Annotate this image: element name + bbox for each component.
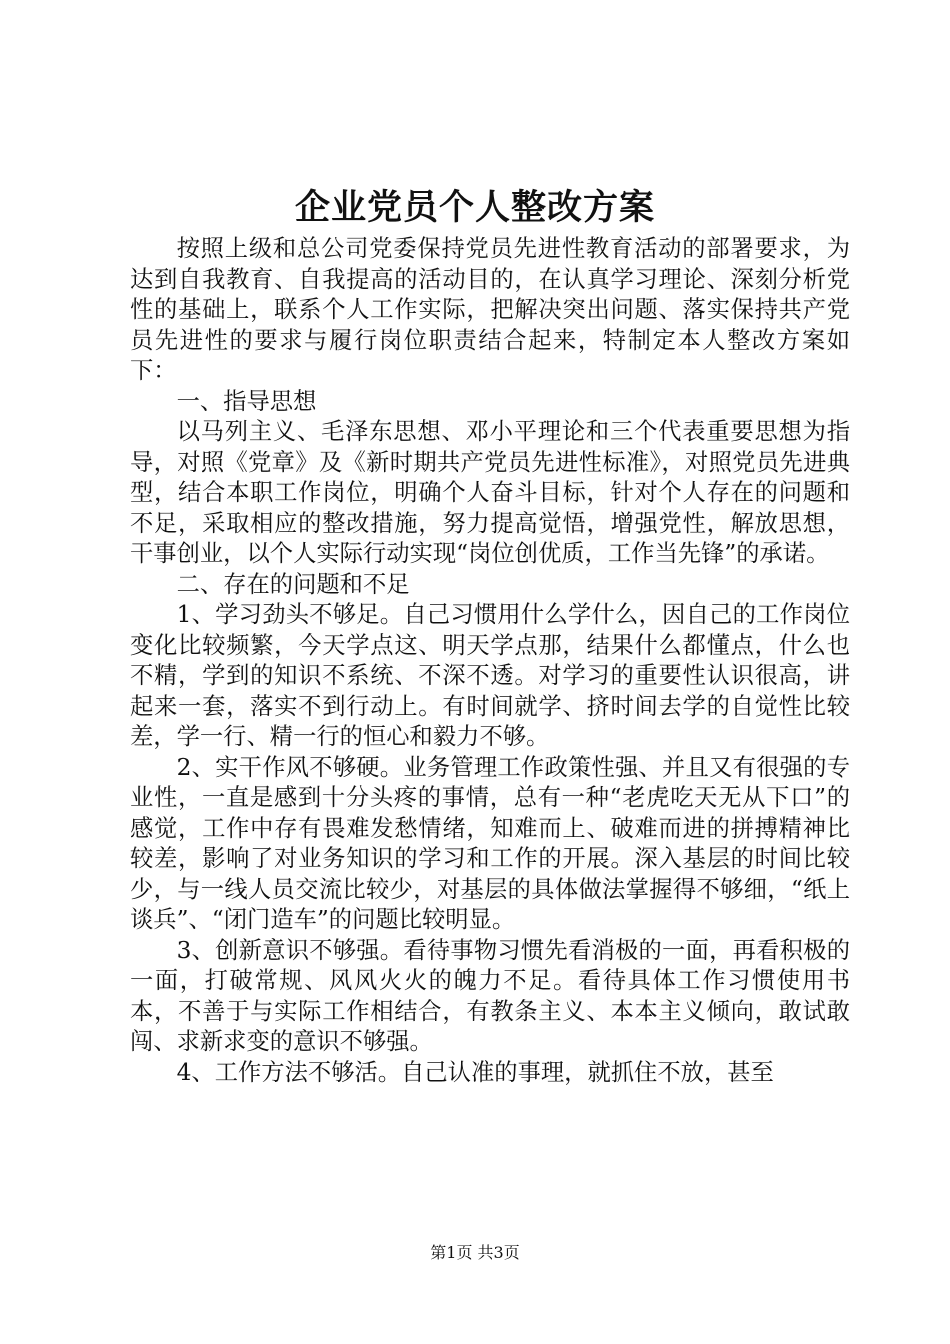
document-title: 企业党员个人整改方案	[294, 187, 655, 228]
document-body	[130, 234, 850, 1088]
page-footer: 第1页 共3页	[430, 1243, 520, 1262]
section-heading-guiding-thought: 一、指导思想	[176, 387, 317, 415]
guiding-thought-paragraph: 以马列主义、毛泽东思想、邓小平理论和三个代表重要思想为指导，对照《党章》及《新时期共产党员先进性标准》，对照党员先进典型，结合本职工作岗位，明确个人奋斗目标，针对个人存在的问题和不足，采取相应的整改措施，努力提高觉悟，增强党性，解放思想，干事创业，以个人实际行动实现“岗位创优质，工作当先锋”的承诺。	[130, 418, 850, 567]
intro-paragraph: 按照上级和总公司党委保持党员先进性教育活动的部署要求，为达到自我教育、自我提高的活动目的，在认真学习理论、深刻分析党性的基础上，联系个人工作实际，把解决突出问题、落实保持共产党员先进性的要求与履行岗位职责结合起来，特制定本人整改方案如下：	[130, 235, 850, 384]
problem-item-2: 2、实干作风不够硬。业务管理工作政策性强、并且又有很强的专业性，一直是感到十分头疼的事情，总有一种“老虎吃天无从下口”的感觉，工作中存有畏难发愁情绪，知难而上、破难而进的拼搏精神比较差，影响了对业务知识的学习和工作的开展。深入基层的时间比较少，与一线人员交流比较少，对基层的具体做法掌握得不够细，“纸上谈兵”、“闭门造车”的问题比较明显。	[130, 753, 850, 933]
section-heading-problems: 二、存在的问题和不足	[176, 570, 410, 598]
problem-item-4: 4、工作方法不够活。自己认准的事理，就抓住不放，甚至	[176, 1058, 774, 1086]
problem-item-3: 3、创新意识不够强。看待事物习惯先看消极的一面，再看积极的一面，打破常规、风风火火的魄力不足。看待具体工作习惯使用书本，不善于与实际工作相结合，有教条主义、本本主义倾向，敢试敢闯、求新求变的意识不够强。	[130, 936, 850, 1055]
problem-item-1: 1、学习劲头不够足。自己习惯用什么学什么，因自己的工作岗位变化比较频繁，今天学点这、明天学点那，结果什么都懂点，什么也不精，学到的知识不系统、不深不透。对学习的重要性认识很高，讲起来一套，落实不到行动上。有时间就学、挤时间去学的自觉性比较差，学一行、精一行的恒心和毅力不够。	[130, 601, 850, 750]
